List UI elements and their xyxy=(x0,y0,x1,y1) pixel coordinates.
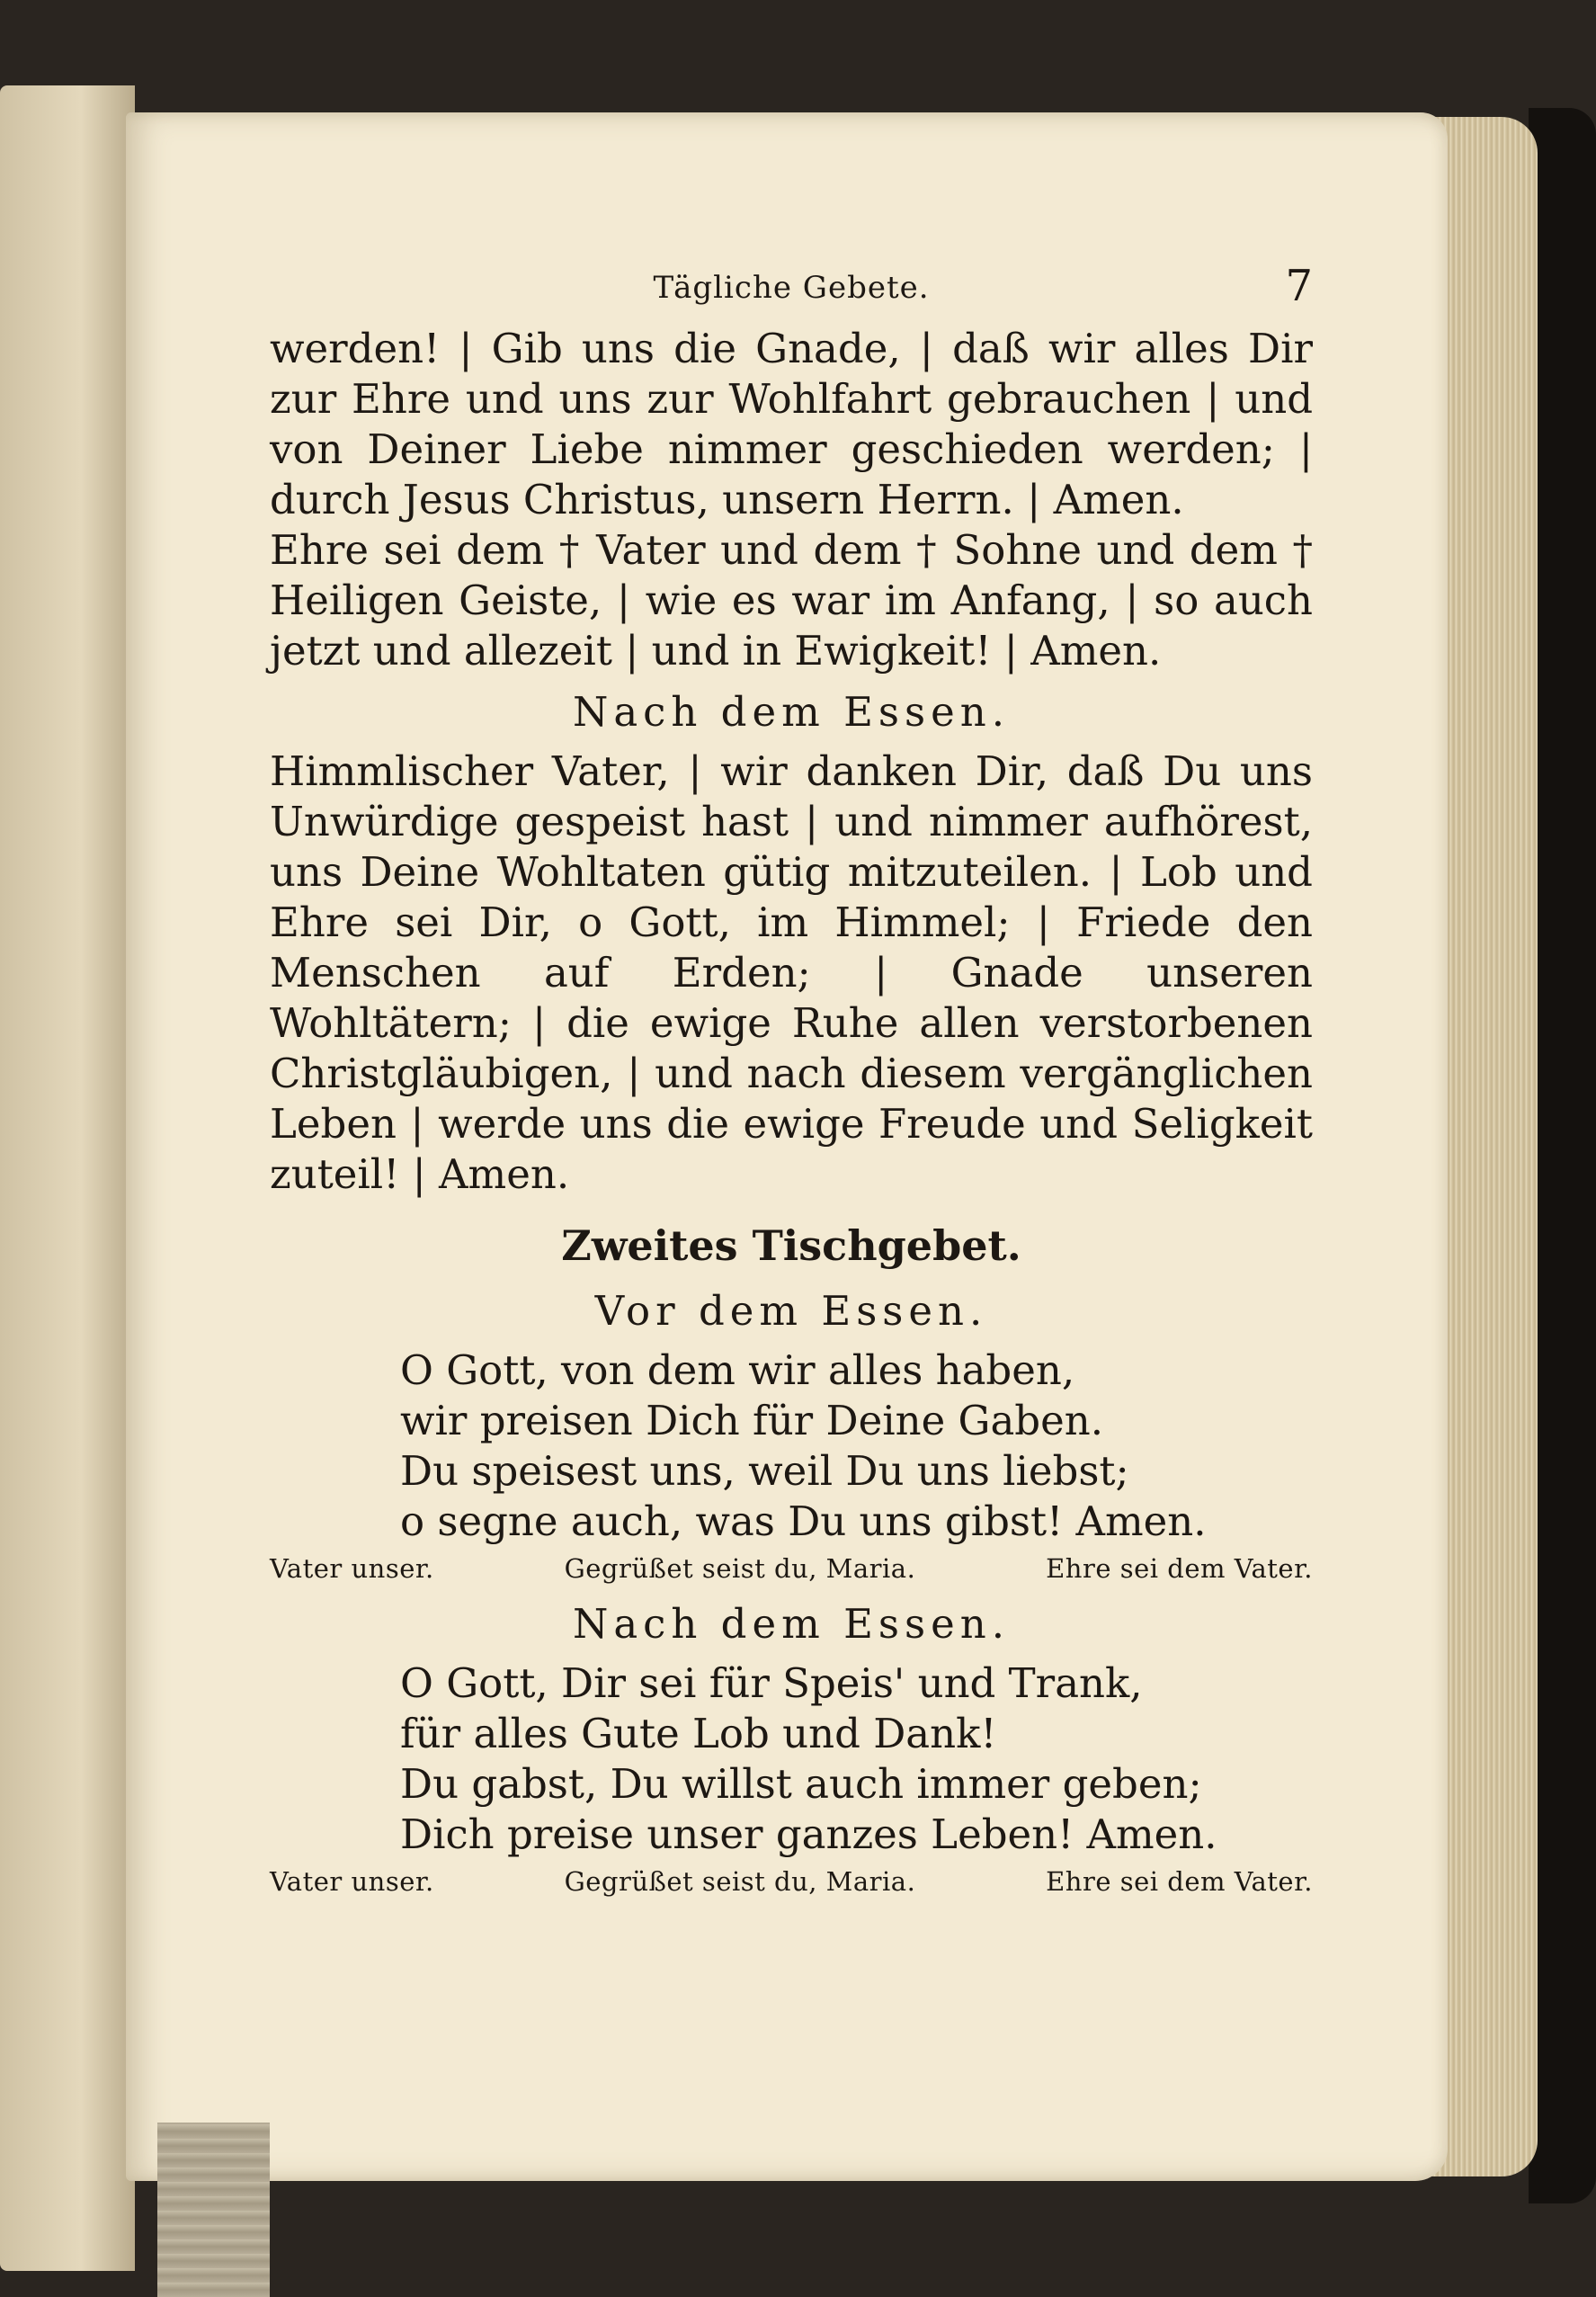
prayer-ref-item: Vater unser. xyxy=(270,1553,434,1584)
prayer-ref-item: Vater unser. xyxy=(270,1866,434,1897)
page-content xyxy=(270,261,1313,1905)
left-page-edge xyxy=(0,85,135,2271)
paragraph-text: Ehre sei dem † Vater und dem † Sohne und dem † Heiligen Geiste, | wie es war im Anfang, | so auch jetzt und allezeit | und in Ewigkeit! | xyxy=(270,526,1313,675)
section-heading-before-meal: Vor dem Essen. xyxy=(594,1287,988,1335)
verse-before-meal xyxy=(400,1345,1313,1547)
prayer-ref-item: Gegrüßet seist du, Maria. xyxy=(564,1866,916,1897)
section-title-second-table-prayer: Zweites Tischgebet. xyxy=(561,1221,1021,1270)
book-cover-edge xyxy=(1529,108,1596,2203)
page-number: 7 xyxy=(1285,261,1313,311)
prayer-paragraph-2 xyxy=(270,746,1313,1200)
prayer-references-1 xyxy=(270,1549,1313,1588)
verse-line: wir preisen Dich für Deine Gaben. xyxy=(400,1397,1104,1444)
running-head xyxy=(270,261,1313,324)
prayer-references-2 xyxy=(270,1862,1313,1901)
amen: Amen. xyxy=(1030,627,1162,675)
verse-line: Du gabst, Du willst auch immer geben; xyxy=(400,1760,1202,1808)
verse-line: für alles Gute Lob und Dank! xyxy=(400,1710,997,1757)
prayer-paragraph-1 xyxy=(270,324,1313,525)
verse-line: Du speisest uns, weil Du uns liebst; xyxy=(400,1447,1129,1495)
verse-line: O Gott, von dem wir alles haben, xyxy=(400,1346,1075,1394)
paragraph-text: werden! | Gib uns die Gnade, | daß wir alles Dir zur Ehre und uns zur Wohlfahrt gebrauchen | und von Deiner Liebe nimmer geschieden werden; | durch Jesus Christus, unsern Herrn. | xyxy=(270,325,1313,523)
bookmark-ribbon xyxy=(157,2123,270,2297)
paragraph-text: Himmlischer Vater, | wir danken Dir, daß Du uns Unwürdige gespeist hast | und nimmer aufhörest, uns Deine Wohltaten gütig mitzuteilen. | Lob und Ehre sei Dir, o Gott, im Himmel; | Friede den Menschen auf Erden; | Gnade unseren Wohltätern; | die ewige Ruhe allen verstorbenen Christgläubigen, | und nach diesem vergänglichen Leben | werde uns die ewige Freude und Seligkeit zuteil! | Amen. xyxy=(270,747,1313,1198)
verse-after-meal xyxy=(400,1658,1313,1860)
verse-line: o segne auch, was Du uns gibst! Amen. xyxy=(400,1497,1207,1545)
prayer-ref-item: Gegrüßet seist du, Maria. xyxy=(564,1553,916,1584)
doxology-paragraph xyxy=(270,525,1313,676)
amen: Amen. xyxy=(1053,476,1184,523)
prayer-ref-item: Ehre sei dem Vater. xyxy=(1046,1866,1313,1897)
prayer-ref-item: Ehre sei dem Vater. xyxy=(1046,1553,1313,1584)
verse-line: Dich preise unser ganzes Leben! Amen. xyxy=(400,1810,1217,1858)
section-heading-after-meal: Nach dem Essen. xyxy=(572,688,1011,736)
verse-line: O Gott, Dir sei für Speis' und Trank, xyxy=(400,1659,1143,1707)
section-heading-after-meal-2: Nach dem Essen. xyxy=(572,1600,1011,1648)
running-title: Tägliche Gebete. xyxy=(653,270,930,306)
